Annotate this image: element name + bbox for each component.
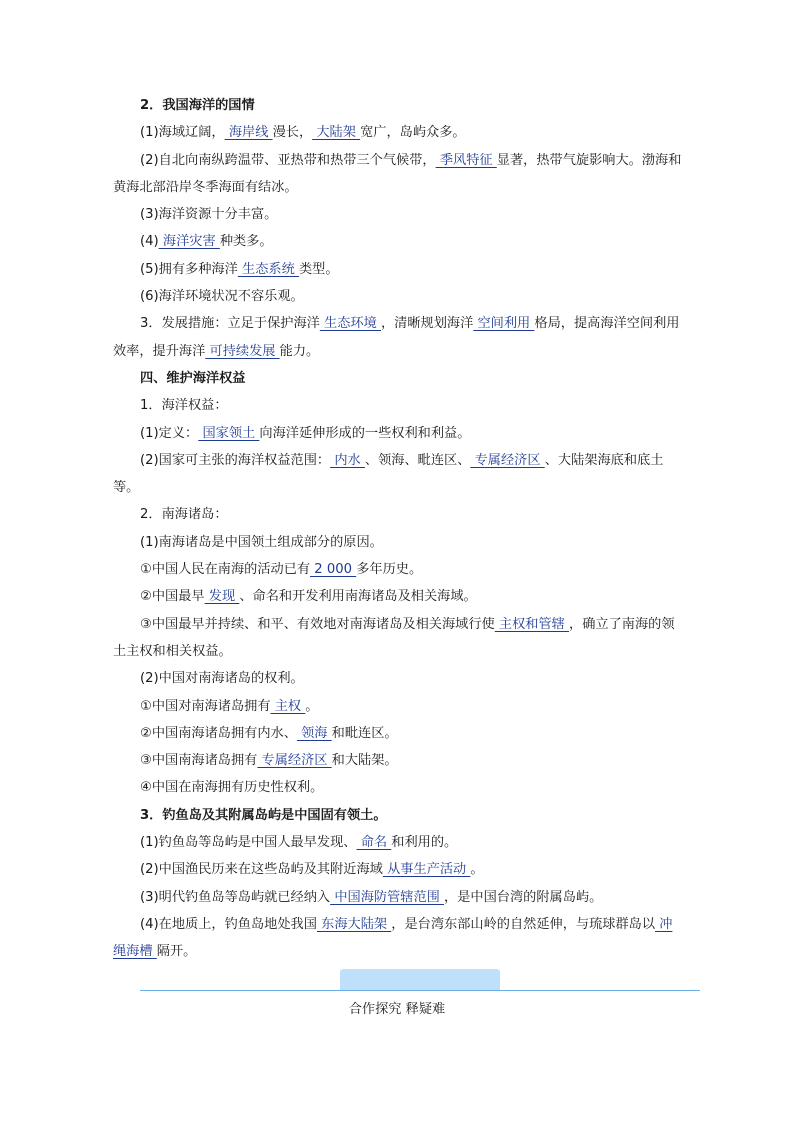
text-run: 种类多。 <box>219 234 273 250</box>
text-run: (1)定义： <box>140 425 199 441</box>
text-run: (3)明代钓鱼岛等岛屿就已经纳入 <box>140 889 331 905</box>
answer-blank: 主权 <box>270 698 306 714</box>
answer-blank: 生态系统 <box>237 261 299 277</box>
text-run: 和大陆架。 <box>331 753 398 769</box>
section-heading <box>113 365 685 392</box>
answer-blank: 季风特征 <box>435 152 497 168</box>
paragraph <box>113 611 685 666</box>
text-run: 漫长， <box>272 125 313 141</box>
text-run: 能力。 <box>279 343 320 359</box>
paragraph <box>113 583 685 610</box>
text-run: ②中国南海诸岛拥有内水、 <box>140 725 297 741</box>
paragraph <box>113 147 685 202</box>
text-run: 向海洋延伸形成的一些权利和利益。 <box>259 425 471 441</box>
answer-blank: 专属经济区 <box>470 452 545 468</box>
text-run: (2)中国对南海诸岛的权利。 <box>140 671 304 687</box>
text-run: 隔开。 <box>156 944 197 960</box>
text-run: ，是台湾东部山岭的自然延伸，与琉球群岛以 <box>391 916 656 932</box>
text-run: 多年历史。 <box>356 562 423 578</box>
text-run: ，清晰规划海洋 <box>380 316 474 332</box>
text-run: 类型。 <box>298 261 339 277</box>
text-run: (2)国家可主张的海洋权益范围： <box>140 452 331 468</box>
text-run: 和利用的。 <box>391 835 458 851</box>
text-run: 2．我国海洋的国情 <box>140 98 255 113</box>
paragraph <box>113 256 685 283</box>
paragraph <box>113 556 685 583</box>
text-run: 、领海、毗连区、 <box>364 452 471 468</box>
text-run: 和毗连区。 <box>331 725 398 741</box>
paragraph <box>113 310 685 365</box>
text-run: (4) <box>140 234 159 250</box>
paragraph <box>113 501 685 528</box>
text-run: (6)海洋环境状况不容乐观。 <box>140 289 304 305</box>
text-run: ③中国最早并持续、和平、有效地对南海诸岛及相关海域行使 <box>140 616 495 632</box>
answer-blank: 海岸线 <box>224 125 273 141</box>
paragraph <box>113 201 685 228</box>
text-run: 宽广，岛屿众多。 <box>360 125 466 141</box>
text-run: 显著，热带气旋影响大。渤海和黄海北部沿岸冬季海面有结冰。 <box>113 152 682 195</box>
text-run: 3．发展措施：立足于保护海洋 <box>140 316 320 332</box>
section-heading <box>113 92 685 119</box>
answer-blank: 2 000 <box>310 562 357 578</box>
text-run: 四、维护海洋权益 <box>140 370 246 386</box>
paragraph <box>113 911 685 966</box>
text-run: ③中国南海诸岛拥有 <box>140 753 258 769</box>
paragraph <box>113 665 685 692</box>
answer-blank: 东海大陆架 <box>316 916 392 932</box>
paragraph <box>113 720 685 747</box>
paragraph <box>113 392 685 419</box>
text-run: (2)中国渔民历来在这些岛屿及其附近海域 <box>140 862 383 878</box>
section-footer-title: 合作探究 释疑难 <box>348 1002 446 1017</box>
answer-blank: 中国海防管辖范围 <box>330 889 445 905</box>
answer-blank: 专属经济区 <box>257 753 332 769</box>
paragraph <box>113 119 685 146</box>
answer-blank: 命名 <box>356 835 392 851</box>
paragraph <box>113 420 685 447</box>
text-run: 1．海洋权益： <box>140 398 228 414</box>
paragraph <box>113 774 685 801</box>
answer-blank: 发现 <box>204 589 240 605</box>
answer-blank: 空间利用 <box>473 316 535 332</box>
text-run: 3．钓鱼岛及其附属岛屿是中国固有领土。 <box>140 807 387 823</box>
paragraph <box>113 447 685 502</box>
section-divider <box>140 990 700 991</box>
answer-blank: 主权和管辖 <box>494 616 570 632</box>
answer-blank: 从事生产活动 <box>382 862 471 878</box>
text-run: (5)拥有多种海洋 <box>140 261 238 277</box>
text-run: 、大陆架海底和底土等。 <box>113 452 664 496</box>
text-run: (3)海洋资源十分丰富。 <box>140 207 278 223</box>
text-run: ①中国人民在南海的活动已有 <box>140 562 311 578</box>
section-tab-decoration <box>340 969 500 991</box>
answer-blank: 大陆架 <box>312 125 361 141</box>
answer-blank: 内水 <box>330 452 365 468</box>
text-run: 格局，提高海洋空间利用效率，提升海洋 <box>113 316 680 359</box>
text-run: (4)在地质上，钓鱼岛地处我国 <box>140 916 317 932</box>
text-run: (1)钓鱼岛等岛屿是中国人最早发现、 <box>140 835 357 851</box>
paragraph <box>113 529 685 556</box>
answer-blank: 冲绳海槽 <box>113 916 673 960</box>
paragraph <box>113 228 685 255</box>
answer-blank: 生态环境 <box>319 316 381 332</box>
answer-blank: 可持续发展 <box>205 343 280 359</box>
text-run: (1)海域辽阔， <box>140 125 225 141</box>
text-run: 、命名和开发利用南海诸岛及相关海域。 <box>239 589 477 605</box>
text-run: ②中国最早 <box>140 589 205 605</box>
text-run: (1)南海诸岛是中国领土组成部分的原因。 <box>140 534 383 550</box>
section-heading <box>113 802 685 829</box>
text-run: ，是中国台湾的附属岛屿。 <box>444 889 603 905</box>
text-run: ①中国对南海诸岛拥有 <box>140 698 271 714</box>
paragraph <box>113 693 685 720</box>
text-run: ，确立了南海的领土主权和相关权益。 <box>113 616 675 659</box>
answer-blank: 海洋灾害 <box>158 234 220 250</box>
document-body <box>113 92 685 966</box>
answer-blank: 国家领土 <box>198 425 260 441</box>
text-run: (2)自北向南纵跨温带、亚热带和热带三个气候带， <box>140 152 436 168</box>
paragraph <box>113 283 685 310</box>
answer-blank: 领海 <box>296 725 332 741</box>
text-run: 。 <box>305 698 319 714</box>
paragraph <box>113 829 685 856</box>
text-run: 2．南海诸岛： <box>140 507 228 523</box>
paragraph <box>113 856 685 883</box>
paragraph <box>113 884 685 911</box>
text-run: 。 <box>470 862 484 878</box>
paragraph <box>113 747 685 774</box>
text-run: ④中国在南海拥有历史性权利。 <box>140 780 324 796</box>
